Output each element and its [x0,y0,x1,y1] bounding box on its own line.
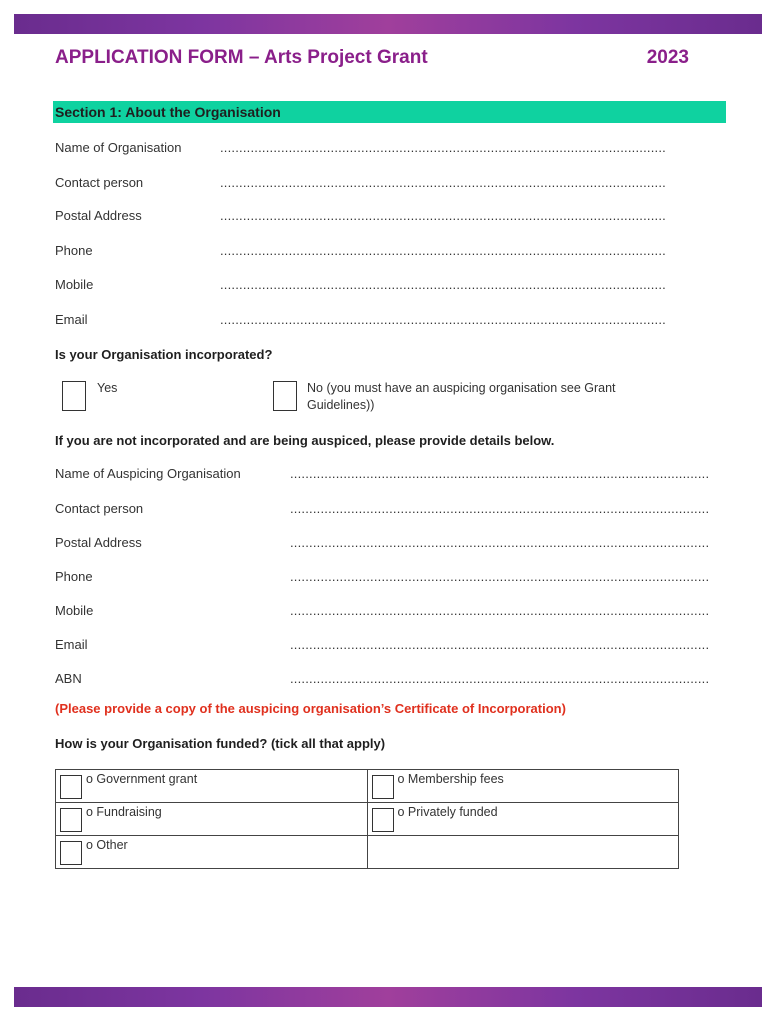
section-1-heading [53,101,726,123]
input-auspicing-organisation[interactable]: .............................................................................................................. [290,466,710,481]
input-contact-person[interactable]: ..................................................................................................................... [220,175,666,190]
input-phone[interactable]: ..................................................................................................................... [220,243,666,258]
input-auspice-postal-address[interactable]: .............................................................................................................. [290,535,710,550]
label-auspicing-organisation: Name of Auspicing Organisation [55,466,241,481]
auspice-question: If you are not incorporated and are being auspiced, please provide details below. [55,433,555,448]
checkbox-membership-fees[interactable] [372,775,394,799]
input-auspice-email[interactable]: .............................................................................................................. [290,637,710,652]
label-incorporated-no-line2: Guidelines)) [307,398,375,412]
title-text: APPLICATION FORM – Arts Project Grant [55,47,428,68]
incorporated-question: Is your Organisation incorporated? [55,347,273,362]
label-contact-person: Contact person [55,175,144,190]
label-phone: Phone [55,243,93,258]
label-incorporated-no [307,380,616,414]
checkbox-government-grant[interactable] [60,775,82,799]
label-auspice-abn: ABN [55,671,82,686]
label-auspice-email: Email [55,637,88,652]
label-incorporated-yes: Yes [97,381,118,395]
funding-cell-privately-funded [367,803,679,836]
funding-cell-other [56,836,368,869]
footer-decorative-bar [14,987,762,1007]
funding-cell-empty [367,836,679,869]
input-auspice-phone[interactable]: .............................................................................................................. [290,569,710,584]
input-email[interactable]: ..................................................................................................................... [220,312,666,327]
label-membership-fees: o Membership fees [397,772,504,786]
label-auspice-contact-person: Contact person [55,501,144,516]
input-auspice-abn[interactable]: .............................................................................................................. [290,671,710,686]
label-postal-address: Postal Address [55,208,142,223]
label-organisation-name: Name of Organisation [55,140,182,155]
label-auspice-mobile: Mobile [55,603,94,618]
label-fundraising: o Fundraising [86,805,162,819]
input-auspice-contact-person[interactable]: .............................................................................................................. [290,501,710,516]
checkbox-privately-funded[interactable] [372,808,394,832]
label-other: o Other [86,838,128,852]
checkbox-incorporated-yes[interactable] [62,381,86,411]
label-incorporated-no-line1: No (you must have an auspicing organisation see Grant [307,381,616,395]
input-postal-address[interactable]: ..................................................................................................................... [220,208,666,223]
header-decorative-bar [14,14,762,34]
label-government-grant: o Government grant [86,772,198,786]
funding-cell-government-grant [56,770,368,803]
funding-cell-membership-fees [367,770,679,803]
certificate-note: (Please provide a copy of the auspicing organisation’s Certificate of Incorporation) [55,701,566,716]
funding-question: How is your Organisation funded? (tick all that apply) [55,736,386,751]
label-email: Email [55,312,88,327]
input-auspice-mobile[interactable]: .............................................................................................................. [290,603,710,618]
page-title [55,47,695,69]
funding-cell-fundraising [56,803,368,836]
funding-options-table [55,769,679,869]
label-auspice-postal-address: Postal Address [55,535,142,550]
input-mobile[interactable]: ..................................................................................................................... [220,277,666,292]
checkbox-fundraising[interactable] [60,808,82,832]
label-auspice-phone: Phone [55,569,93,584]
section-1-heading-text: Section 1: About the Organisation [55,104,281,120]
checkbox-incorporated-no[interactable] [273,381,297,411]
title-year: 2023 [646,47,689,68]
checkbox-other[interactable] [60,841,82,865]
label-privately-funded: o Privately funded [397,805,498,819]
label-mobile: Mobile [55,277,94,292]
input-organisation-name[interactable]: ..................................................................................................................... [220,140,666,155]
